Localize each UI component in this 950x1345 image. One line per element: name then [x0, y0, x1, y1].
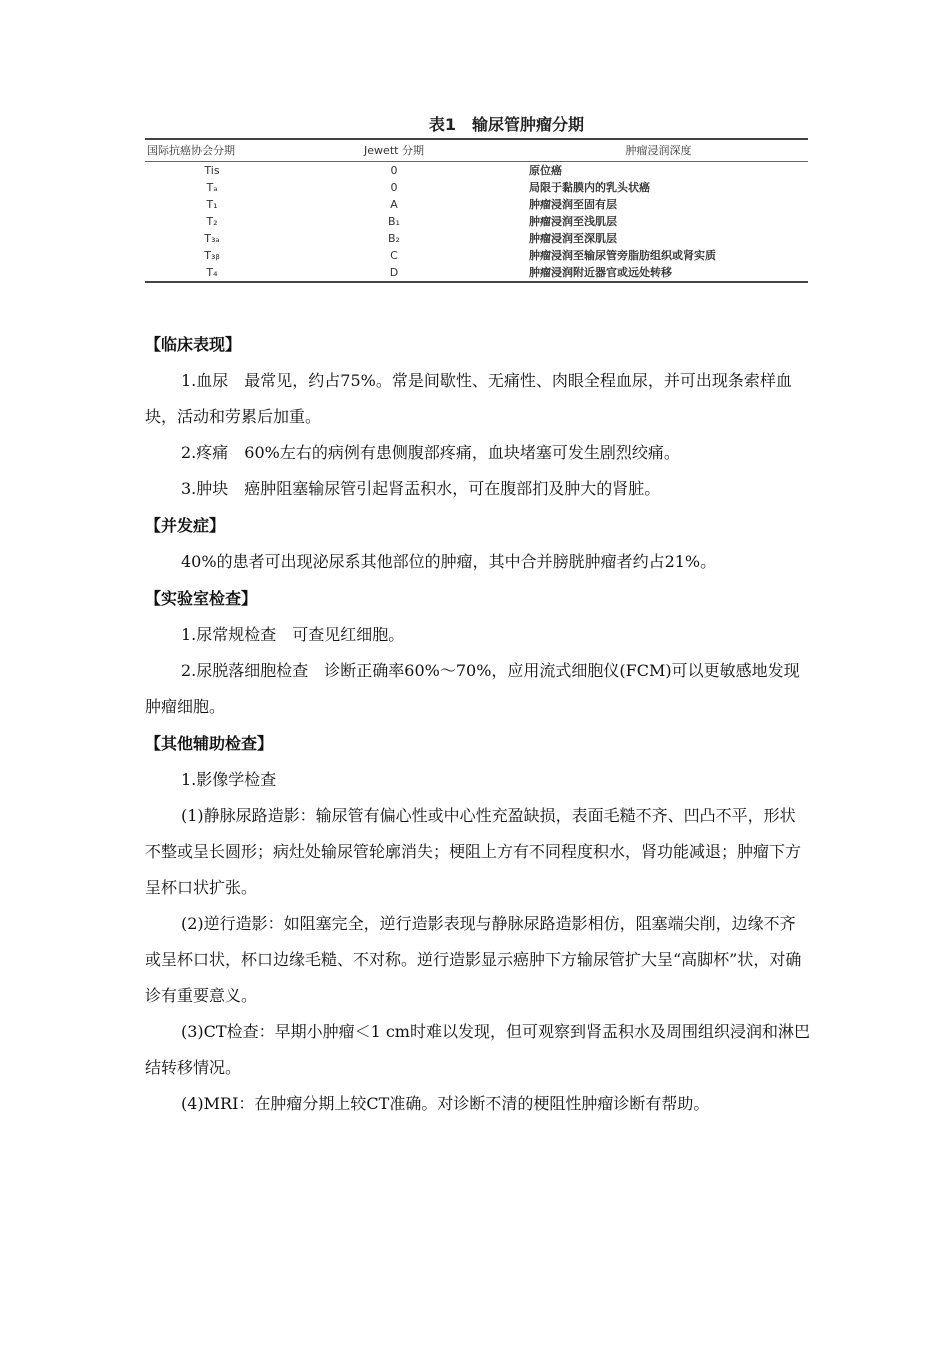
paragraph: (4)MRI：在肿瘤分期上较CT准确。对诊断不清的梗阻性肿瘤诊断有帮助。: [181, 1094, 710, 1113]
section-heading-clinical: 【临床表现】: [145, 335, 242, 354]
paragraph: (3)CT检查：早期小肿瘤＜1 cm时难以发现，但可观察到肾盂积水及周围组织浸润和淋巴结转移情况。: [145, 1022, 810, 1077]
cell-jewett: D: [279, 264, 509, 282]
cell-jewett: 0: [390, 164, 398, 177]
paragraph: 40%的患者可出现泌尿系其他部位的肿瘤，其中合并膀胱肿瘤者约占21%。: [181, 552, 717, 571]
table-row: [145, 230, 808, 247]
cell-uicc: T₃ᵦ: [204, 249, 220, 262]
table-row: [145, 196, 808, 213]
cell-uicc: Tis: [204, 164, 220, 177]
header-jewett-stage: Jewett 分期: [279, 139, 509, 162]
cell-depth: 肿瘤浸润附近器官或远处转移: [509, 264, 808, 282]
section-heading-other: 【其他辅助检查】: [145, 734, 274, 753]
cell-depth: 肿瘤浸润至输尿管旁脂肪组织或肾实质: [529, 249, 716, 262]
table-row: [145, 162, 808, 180]
section-heading-complication: 【并发症】: [145, 516, 226, 535]
cell-uicc: T₄: [145, 264, 279, 282]
header-invasion-depth: 肿瘤浸润深度: [509, 139, 808, 162]
paragraph: 1.尿常规检查 可查见红细胞。: [181, 625, 405, 644]
table-row: [145, 247, 808, 264]
paragraph: (2)逆行造影：如阻塞完全，逆行造影表现与静脉尿路造影相仿，阻塞端尖削，边缘不齐或呈杯口状，杯口边缘毛糙、不对称。逆行造影显示癌肿下方输尿管扩大呈“高脚杯”状，对确诊有重要意义。: [145, 914, 802, 1005]
cell-uicc: T₃ₐ: [204, 232, 220, 245]
document-body: [145, 326, 810, 1122]
paragraph: 2.尿脱落细胞检查 诊断正确率60%～70%，应用流式细胞仪(FCM)可以更敏感地发现肿瘤细胞。: [145, 661, 800, 716]
cell-jewett: A: [390, 198, 398, 211]
table-header-row: [145, 139, 808, 162]
table-row: [145, 213, 808, 230]
cell-depth: 原位癌: [529, 164, 562, 177]
section-heading-lab: 【实验室检查】: [145, 589, 258, 608]
paragraph: 2.疼痛 60%左右的病例有患侧腹部疼痛，血块堵塞可发生剧烈绞痛。: [181, 443, 680, 462]
cell-uicc: T₂: [206, 215, 218, 228]
cell-jewett: C: [390, 249, 398, 262]
cell-uicc: Tₐ: [206, 181, 218, 194]
header-uicc-stage: 国际抗癌协会分期: [145, 139, 279, 162]
staging-table-block: [145, 112, 808, 283]
cell-depth: 肿瘤浸润至固有层: [529, 198, 617, 211]
table-row: [145, 264, 808, 282]
table-row: [145, 179, 808, 196]
cell-jewett: B₁: [388, 215, 400, 228]
cell-depth: 肿瘤浸润至深肌层: [529, 232, 617, 245]
paragraph: (1)静脉尿路造影：输尿管有偏心性或中心性充盈缺损，表面毛糙不齐、凹凸不平，形状不整或呈长圆形；病灶处输尿管轮廓消失；梗阻上方有不同程度积水，肾功能减退；肿瘤下方呈杯口状扩张。: [145, 806, 802, 897]
cell-jewett: B₂: [388, 232, 400, 245]
paragraph: 3.肿块 癌肿阻塞输尿管引起肾盂积水，可在腹部扪及肿大的肾脏。: [181, 479, 661, 498]
paragraph: 1.血尿 最常见，约占75%。常是间歇性、无痛性、肉眼全程血尿，并可出现条索样血块，活动和劳累后加重。: [145, 371, 792, 426]
cell-uicc: T₁: [206, 198, 218, 211]
cell-depth: 局限于黏膜内的乳头状癌: [529, 181, 650, 194]
table-caption: 表1 输尿管肿瘤分期: [428, 115, 585, 134]
cell-depth: 肿瘤浸润至浅肌层: [529, 215, 617, 228]
paragraph: 1.影像学检查: [181, 770, 277, 789]
staging-table: [145, 138, 808, 283]
cell-jewett: 0: [390, 181, 398, 194]
